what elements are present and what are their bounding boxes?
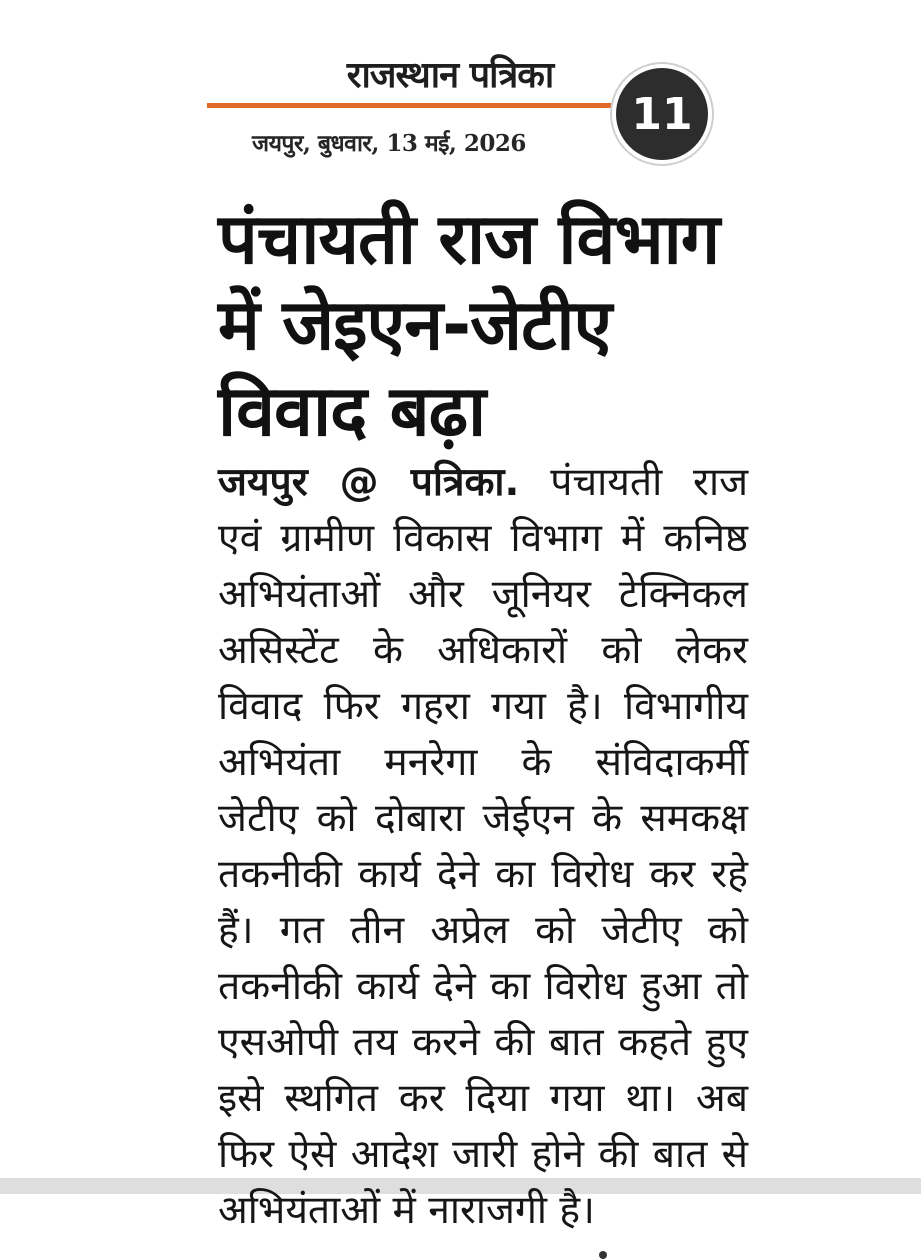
body-line [218, 455, 748, 511]
body-line: एसओपी तय करने की बात कहते हुए [218, 1020, 748, 1065]
article-headline [218, 196, 778, 454]
article-dateline-lead: जयपुर @ पत्रिका. [218, 460, 520, 505]
body-line: जेटीए को दोबारा जेईएन के समकक्ष [218, 796, 748, 841]
headline-line: में जेइएन-जेटीए [218, 284, 612, 366]
body-line: तकनीकी कार्य देने का विरोध कर रहे [218, 852, 748, 897]
body-line: इसे स्थगित कर दिया गया था। अब [218, 1076, 748, 1121]
masthead-rule [207, 103, 619, 108]
issue-dateline: जयपुर, बुधवार, 13 मई, 2026 [252, 130, 526, 157]
body-line: अभियंताओं और जूनियर टेक्निकल [218, 572, 748, 617]
body-line: असिस्टेंट के अधिकारों को लेकर [218, 628, 748, 673]
body-line: विवाद फिर गहरा गया है। विभागीय [218, 684, 748, 729]
body-line: हैं। गत तीन अप्रेल को जेटीए को [218, 908, 748, 953]
article-body [218, 455, 748, 1259]
body-line: तकनीकी कार्य देने का विरोध हुआ तो [218, 964, 748, 1009]
body-line: फिर ऐसे आदेश जारी होने की बात से [218, 1132, 748, 1177]
headline-line: पंचायती राज विभाग [218, 198, 720, 280]
body-line: एवं ग्रामीण विकास विभाग में कनिष्ठ [218, 516, 748, 561]
page-number-badge: 11 [616, 68, 708, 160]
body-line: अभियंता मनरेगा के संविदाकर्मी [218, 740, 748, 785]
headline-line: विवाद बढ़ा [218, 370, 486, 452]
body-line-text: पंचायती राज [550, 460, 749, 505]
newspaper-masthead: राजस्थान पत्रिका [346, 54, 554, 96]
body-line: अभियंताओं में नाराजगी है। [218, 1183, 748, 1259]
